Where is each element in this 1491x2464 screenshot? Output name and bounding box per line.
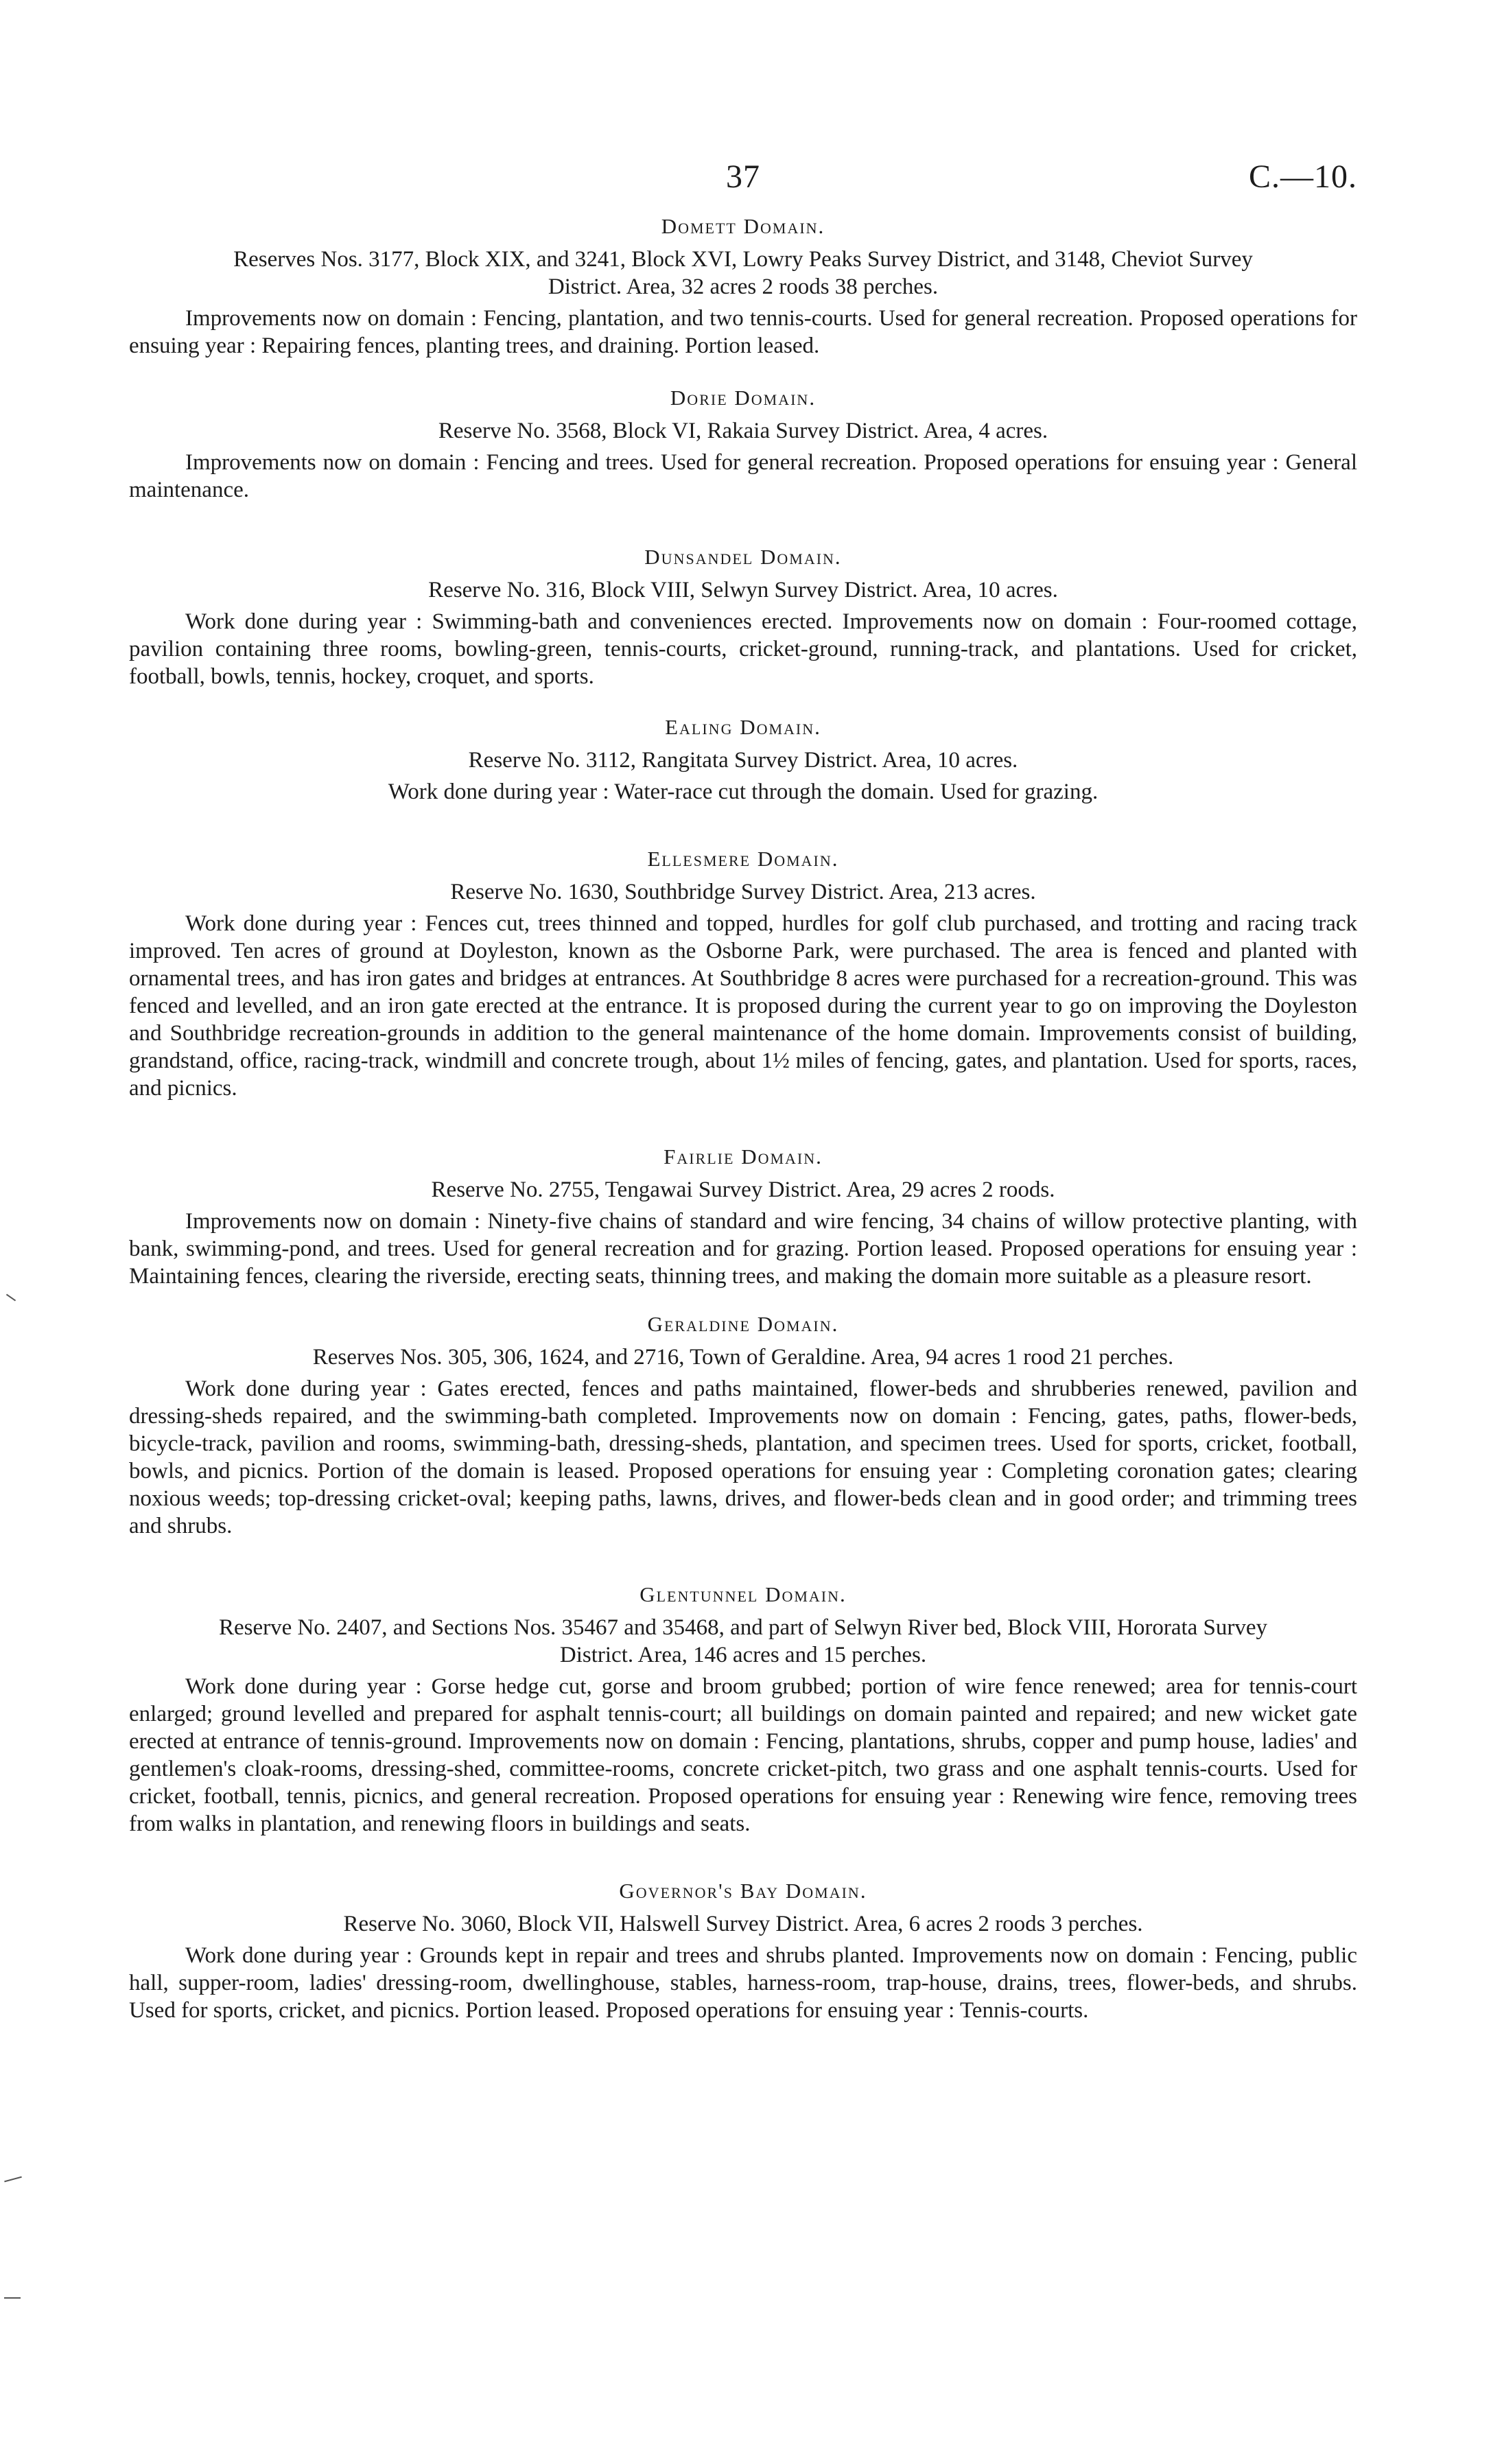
section-domett-domain (129, 213, 1357, 360)
reserve-description: Reserves Nos. 3177, Block XIX, and 3241, Block XVI, Lowry Peaks Survey District, and 3148, Cheviot Survey District. Area, 32 acres 2 roods 38 perches. (233, 247, 1253, 299)
reserve-description: Reserve No. 1630, Southbridge Survey District. Area, 213 acres. (450, 880, 1036, 904)
section-title: Glentunnel Domain. (639, 1582, 847, 1606)
margin-mark (4, 2297, 21, 2299)
section-body: Work done during year : Grounds kept in repair and trees and shrubs planted. Improvements now on domain : Fencing, public hall, supper-room, ladies' dressing-room, dwellinghouse, stables, harness-room, trap-house, drains, trees, flower-beds, and shrubs. Used for sports, cricket, and picnics. Portion leased. Proposed operations for ensuing year : Tennis-courts. (129, 1943, 1357, 2023)
reserve-description: Reserve No. 3568, Block VI, Rakaia Survey District. Area, 4 acres. (438, 419, 1048, 443)
margin-mark (4, 2176, 22, 2183)
section-body: Work done during year : Gates erected, fences and paths maintained, flower-beds and shrubberies renewed, pavilion and dressing-sheds repaired, and the swimming-bath completed. Improvements now on domain : Fencing, gates, paths, flower-beds, bicycle-track, pavilion and rooms, swimming-bath, dressing-sheds, plantation, and specimen trees. Used for sports, cricket, football, bowls, and picnics. Portion of the domain is leased. Proposed operations for ensuing year : Completing coronation gates; clearing noxious weeds; top-dressing cricket-oval; keeping paths, lawns, drives, and flower-beds clean and in good order; and trimming trees and shrubs. (129, 1376, 1357, 1538)
section-ellesmere-domain (129, 845, 1357, 1102)
section-title: Governor's Bay Domain. (619, 1879, 867, 1903)
reserve-description: Reserves Nos. 305, 306, 1624, and 2716, Town of Geraldine. Area, 94 acres 1 rood 21 perches. (312, 1345, 1174, 1370)
section-title: Dorie Domain. (670, 386, 817, 410)
reserve-description: Reserve No. 2755, Tengawai Survey District. Area, 29 acres 2 roods. (431, 1177, 1055, 1202)
page-header (129, 158, 1357, 213)
section-body: Work done during year : Gorse hedge cut, gorse and broom grubbed; portion of wire fence renewed; area for tennis-court enlarged; ground levelled and prepared for asphalt tennis-court; all buildings on domain painted and repaired; and new wicket gate erected at entrance of tennis-ground. Improvements now on domain : Fencing, plantations, shrubs, copper and pump house, ladies' and gentlemen's cloak-rooms, dressing-shed, committee-rooms, concrete cricket-pitch, two grass and one asphalt tennis-courts. Used for cricket, football, tennis, picnics, and general recreation. Proposed operations for ensuing year : Renewing wire fence, removing trees from walks in plantation, and renewing floors in buildings and seats. (129, 1674, 1357, 1836)
section-ealing-domain (129, 714, 1357, 806)
section-geraldine-domain (129, 1311, 1357, 1540)
section-title: Domett Domain. (661, 214, 825, 238)
page-number: 37 (726, 159, 760, 195)
margin-mark (6, 1294, 16, 1302)
section-fairlie-domain (129, 1143, 1357, 1290)
document-page (129, 158, 1357, 2024)
document-reference: C.—10. (1248, 159, 1357, 195)
section-title: Fairlie Domain. (664, 1145, 823, 1169)
section-body: Improvements now on domain : Fencing, plantation, and two tennis-courts. Used for general recreation. Proposed operations for ensuing year : Repairing fences, planting trees, and draining. Portion leased. (129, 306, 1357, 358)
section-title: Geraldine Domain. (647, 1312, 839, 1336)
section-glentunnel-domain (129, 1581, 1357, 1838)
section-body: Work done during year : Swimming-bath and conveniences erected. Improvements now on domain : Four-roomed cottage, pavilion containing three rooms, bowling-green, tennis-courts, cricket-ground, running-track, and plantations. Used for cricket, football, bowls, tennis, hockey, croquet, and sports. (129, 609, 1357, 689)
reserve-description: Reserve No. 3060, Block VII, Halswell Survey District. Area, 6 acres 2 roods 3 perches. (343, 1912, 1143, 1936)
section-body: Work done during year : Fences cut, trees thinned and topped, hurdles for golf club purchased, and trotting and racing track improved. Ten acres of ground at Doyleston, known as the Osborne Park, were purchased. The area is fenced and planted with ornamental trees, and has iron gates and bridges at entrances. At Southbridge 8 acres were purchased for a recreation-ground. This was fenced and levelled, and an iron gate erected at the entrance. It is proposed during the current year to go on improving the Doyleston and Southbridge recreation-grounds in addition to the general maintenance of the home domain. Improvements consist of building, grandstand, office, racing-track, windmill and concrete trough, about 1½ miles of fencing, gates, and plantation. Used for sports, races, and picnics. (129, 911, 1357, 1101)
section-body: Improvements now on domain : Fencing and trees. Used for general recreation. Proposed operations for ensuing year : General maintenance. (129, 450, 1357, 502)
reserve-description: Reserve No. 3112, Rangitata Survey District. Area, 10 acres. (468, 748, 1018, 773)
reserve-description: Reserve No. 316, Block VIII, Selwyn Survey District. Area, 10 acres. (428, 578, 1058, 602)
section-title: Ellesmere Domain. (647, 847, 839, 871)
section-governors-bay-domain (129, 1877, 1357, 2024)
section-body: Work done during year : Water-race cut through the domain. Used for grazing. (388, 779, 1099, 804)
section-dunsandel-domain (129, 543, 1357, 690)
reserve-description: Reserve No. 2407, and Sections Nos. 35467 and 35468, and part of Selwyn River bed, Block VIII, Hororata Survey District. Area, 146 acres and 15 perches. (218, 1615, 1268, 1667)
section-body: Improvements now on domain : Ninety-five chains of standard and wire fencing, 34 chains of willow protective planting, with bank, swimming-pond, and trees. Used for general recreation and for grazing. Portion leased. Proposed operations for ensuing year : Maintaining fences, clearing the riverside, erecting seats, thinning trees, and making the domain more suitable as a pleasure resort. (129, 1209, 1357, 1289)
section-title: Dunsandel Domain. (644, 545, 842, 569)
section-dorie-domain (129, 384, 1357, 504)
section-title: Ealing Domain. (665, 715, 821, 739)
